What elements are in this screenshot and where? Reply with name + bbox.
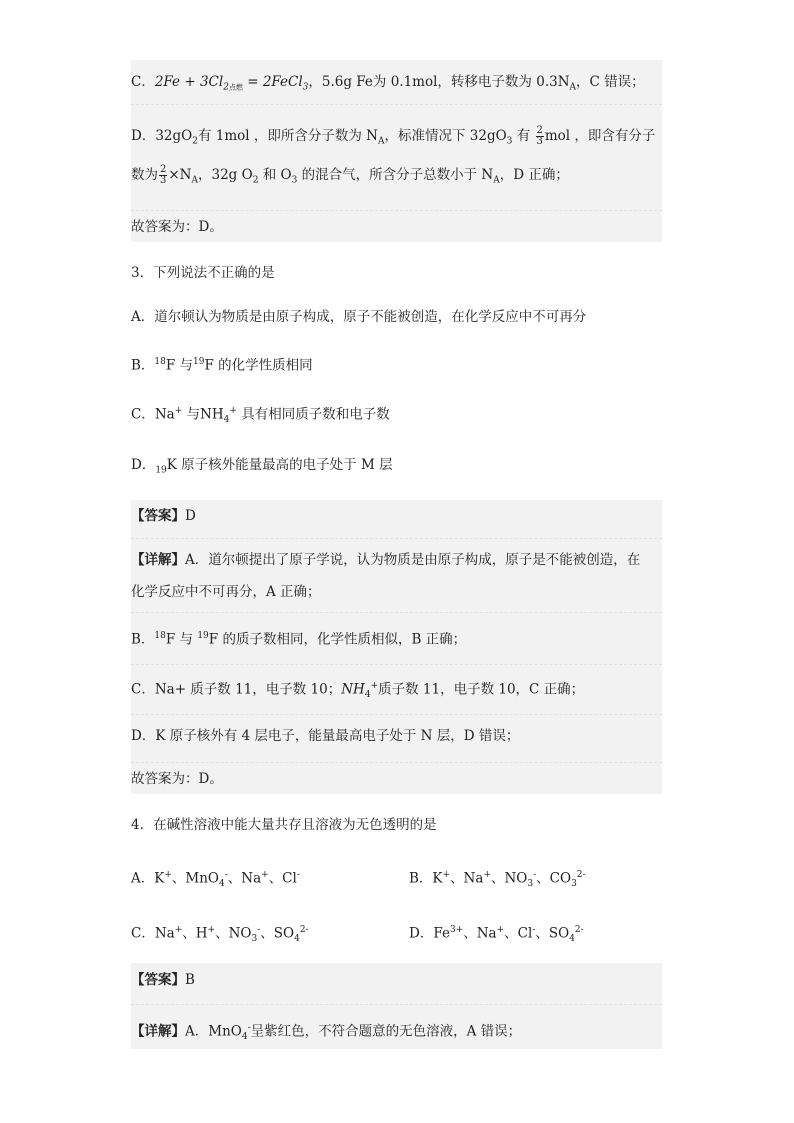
- q3-detail-c: C．Na+ 质子数 11，电子数 10；$NH_4^+$质子数 11，电子数 10，C 正确；: [131, 681, 585, 701]
- fraction: $\frac{2}{3}$: [160, 164, 167, 186]
- separator: [131, 612, 662, 613]
- q3-detail-a-1: 【详解】A．道尔顿提出了原子学说，认为物质是由原子构成，原子是不能被创造，在: [131, 552, 641, 568]
- q3-option-b: B．$^{18}$F 与$^{19}$F 的化学性质相同: [131, 357, 313, 374]
- q3-detail-d: D．K 原子核外有 4 层电子，能量最高电子处于 N 层，D 错误；: [131, 728, 520, 744]
- q3-stem: 3．下列说法不正确的是: [131, 265, 275, 281]
- q4-option-d: D．$Fe^{3+}$、Na+、Cl-、$SO_4^{2-}$: [409, 925, 584, 945]
- separator: [131, 210, 662, 211]
- separator: [131, 714, 662, 715]
- separator: [131, 664, 662, 665]
- q3-detail-b: B．$^{18}$F 与 $^{19}$F 的质子数相同，化学性质相似，B 正确；: [131, 631, 467, 648]
- q3-answer: 【答案】D: [131, 508, 196, 524]
- q4-option-b: B．K+、Na+、$NO_3^-$、$CO_3^{2-}$: [409, 870, 586, 890]
- separator: [131, 762, 662, 763]
- fraction: $\frac{2}{3}$: [536, 125, 543, 147]
- q3-detail-a-2: 化学反应中不可再分，A 正确；: [131, 584, 321, 600]
- separator: [131, 104, 662, 105]
- q3-final-answer: 故答案为：D。: [131, 771, 223, 787]
- q2-option-d-explain-2: 数为 $\frac{2}{3}$ $\times N_A$，32g $O_2$ 和 $O_3$ 的混合气，所含分子总数小于 $N_A$，D 正确；: [131, 164, 569, 186]
- q2-option-d-explain-1: D．$32gO_2$有 1mol ，即所含分子数为 $N_A$，标准情况下 $32gO_3$ 有 $\frac{2}{3}$ mol ，即含有分子: [131, 125, 656, 147]
- q4-option-a: A．K+、MnO$_4$-、Na+、Cl-: [131, 870, 300, 890]
- separator: [131, 538, 662, 539]
- separator: [131, 1004, 662, 1005]
- q4-option-c: C．Na+、H+、$NO_3^-$、$SO_4^{2-}$: [131, 925, 309, 945]
- q3-option-c: C．Na+ 与$NH_4^+$ 具有相同质子数和电子数: [131, 406, 390, 426]
- q2-option-c-explain: C．$2Fe + 3Cl_{2点燃}$ = 2FeCl$_3$，5.6g Fe为 0.1mol，转移电子数为 $0.3N_A$，C 错误；: [131, 74, 645, 93]
- q4-detail-a: 【详解】A．MnO$_4$-呈紫红色，不符合题意的无色溶液，A 错误；: [131, 1023, 522, 1043]
- q3-option-d: D．$_{19}$K 原子核外能量最高的电子处于 M 层: [131, 457, 393, 476]
- q4-answer: 【答案】B: [131, 972, 195, 988]
- q4-stem: 4．在碱性溶液中能大量共存且溶液为无色透明的是: [131, 817, 437, 833]
- q3-option-a: A．道尔顿认为物质是由原子构成，原子不能被创造，在化学反应中不可再分: [131, 309, 587, 325]
- q2-answer: 故答案为：D。: [131, 219, 223, 235]
